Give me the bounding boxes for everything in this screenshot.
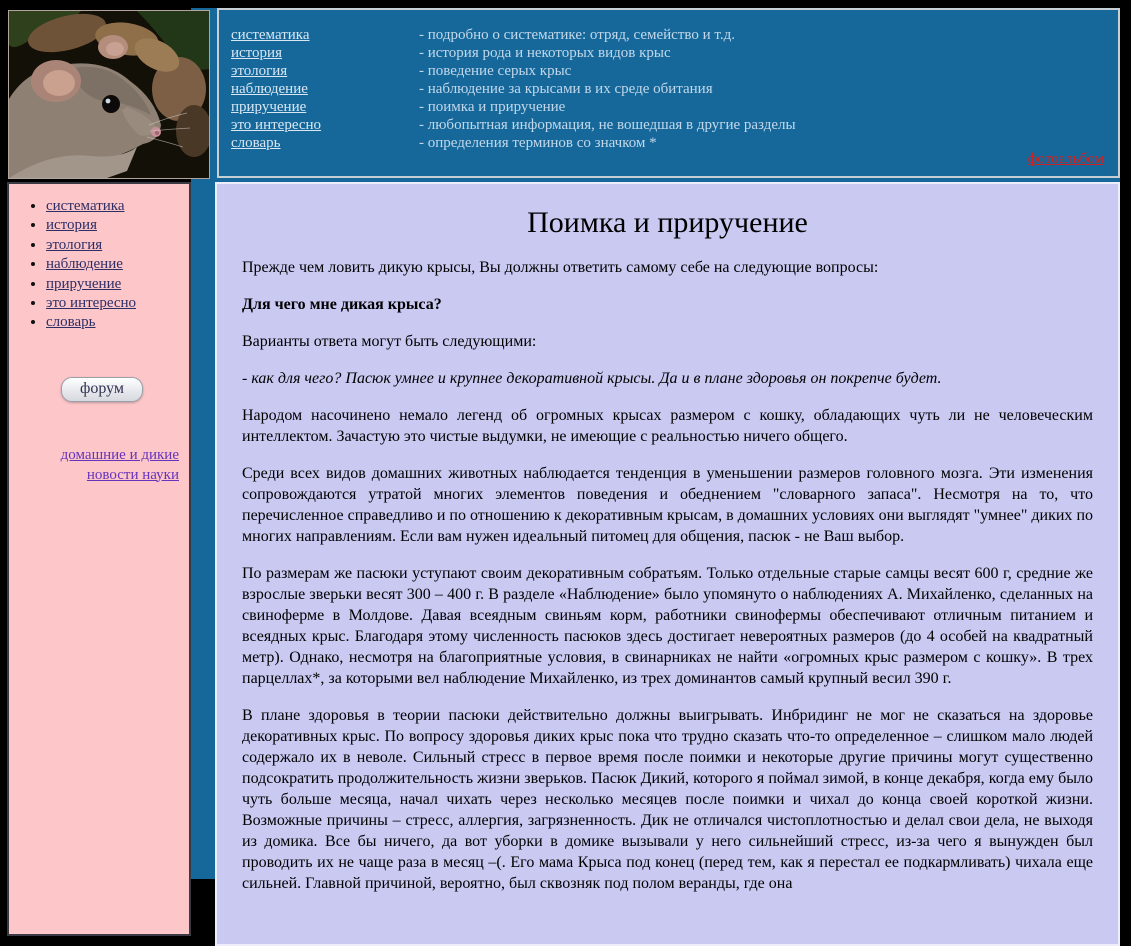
list-item [46, 236, 189, 255]
paragraph-answer: - как для чего? Пасюк умнее и крупнее декоративной крысы. Да и в плане здоровья он покрепче будет. [242, 370, 942, 387]
paragraph: Прежде чем ловить дикую крысы, Вы должны ответить самому себе на следующие вопросы: [242, 259, 879, 276]
sidebar-item-istoriya[interactable]: история [46, 217, 97, 234]
paragraph: В плане здоровья в теории пасюки действительно должны выигрывать. Инбридинг не мог не сказаться на здоровье декоративных крыс. По вопросу здоровья диких крыс пока что трудно сказать что-то определенное – слишком мало людей содержало их в неволе. Сильный стресс в первое время после поимки и некоторые другие причины могут существенно подсократить продолжительность жизни зверьков. Пасюк Дикий, которого я поймал зимой, в конце декабря, когда ему было чуть больше месяца, начал чихать через несколько месяцев после поимки и чихал до конца своей короткой жизни. Возможные причины – стресс, аллергия, загрязненность. Дик не отличался чистоплотностью и делал свои дела, не выходя из домика. Все бы ничего, да вот уборки в домике вызывали у него сильнейший стресс, из-за чего я вынужден был проводить их не чаще раза в месяц –(. Его мама Крыса под конец (перед тем, как я перестал ее подкармливать) чихала еще сильней. Главной причиной, вероятно, был сквозняк под полом веранды, где она [242, 707, 1093, 892]
paragraph: По размерам же пасюки уступают своим декоративным собратьям. Только отдельные старые самцы весят 600 г, средние же взрослые зверьки весят 300 – 400 г. В разделе «Наблюдение» было упомянуто о наблюдениях А. Михайленко, сделанных на свиноферме в Молдове. Давая всеядным свиньям корм, работники свинофермы обеспечивают отличным питанием и всеядных крыс. Благодаря этому численность пасюков здесь достигает невероятных размеров (до 4 особей на квадратный метр). Однако, несмотря на благоприятные условия, в свинарниках не найти «огромных крыс размером с кошку». В трех парцеллах*, за которыми вел наблюдение Михайленко, из трех доминантов самый крупный весил 390 г. [242, 565, 1093, 687]
nav-desc: - определения терминов со значком * [419, 135, 657, 151]
nav-row [231, 62, 1118, 80]
sidebar-menu [9, 197, 189, 333]
rat-photo [8, 10, 210, 179]
nav-row [231, 44, 1118, 62]
nav-row [231, 116, 1118, 134]
nav-row [231, 26, 1118, 44]
list-item [46, 255, 189, 274]
nav-link-nablyudenie[interactable]: наблюдение [231, 81, 308, 97]
list-item [46, 275, 189, 294]
nav-link-sistematika[interactable]: систематика [231, 27, 310, 43]
list-item [46, 294, 189, 313]
sidebar-item-eto-interesno[interactable]: это интересно [46, 295, 137, 312]
paragraph: Народом насочинено немало легенд об огромных крысах размером с кошку, обладающих чуть ли не человеческим интеллектом. Зачастую это чистые выдумки, не имеющие с реальностью ничего общего. [242, 407, 1093, 445]
nav-desc: - любопытная информация, не вошедшая в другие разделы [419, 117, 796, 133]
paragraph-question: Для чего мне дикая крыса? [242, 296, 442, 313]
sidebar-panel [7, 182, 191, 936]
link-domestic-and-wild[interactable]: домашние и дикие [60, 447, 179, 463]
sidebar-item-etologiya[interactable]: этология [46, 236, 103, 253]
article [217, 184, 1118, 930]
nav-desc: - наблюдение за крысами в их среде обитания [419, 81, 713, 97]
sidebar-item-slovar[interactable]: словарь [46, 314, 96, 331]
header-panel [217, 8, 1120, 178]
nav-desc: - поимка и приручение [419, 99, 566, 115]
nav-link-etologiya[interactable]: этология [231, 63, 288, 79]
nav-link-eto-interesno[interactable]: это интересно [231, 117, 322, 133]
link-science-news[interactable]: новости науки [86, 466, 179, 483]
nav-row [231, 134, 1118, 152]
nav-desc: - история рода и некоторых видов крыс [419, 45, 671, 61]
list-item [46, 197, 189, 216]
page-title: Поимка и приручение [527, 206, 808, 239]
paragraph: Среди всех видов домашних животных наблюдается тенденция в уменьшении размеров головного мозга. Эти изменения сопровождаются утратой многих элементов поведения и обеднением "словарного запаса". Несмотря на то, что перечисленное справедливо и по отношению к декоративным крысам, в домашних условиях они выглядят "умнее" диких по многих направлениям. Если вам нужен идеальный питомец для общения, пасюк - не Ваш выбор. [242, 465, 1093, 545]
nav-link-slovar[interactable]: словарь [231, 135, 281, 151]
rat-photo-illustration [9, 11, 209, 178]
header-nav [219, 10, 1118, 152]
sidebar-extra-links [61, 446, 179, 485]
list-item [46, 216, 189, 235]
sidebar-item-sistematika[interactable]: систематика [46, 198, 125, 214]
nav-link-istoriya[interactable]: история [231, 45, 282, 61]
photoalbum-link[interactable]: фотоальбом [1027, 151, 1104, 167]
sidebar-item-nablyudenie[interactable]: наблюдение [46, 256, 123, 273]
nav-link-priruchenie[interactable]: приручение [231, 99, 307, 115]
nav-desc: - подробно о систематике: отряд, семейство и т.д. [419, 27, 735, 43]
list-item [46, 313, 189, 332]
forum-button[interactable]: форум [61, 377, 143, 402]
sidebar-item-priruchenie[interactable]: приручение [46, 275, 122, 292]
nav-desc: - поведение серых крыс [419, 63, 572, 79]
paragraph: Варианты ответа могут быть следующими: [242, 333, 537, 350]
nav-row [231, 98, 1118, 116]
content-panel [215, 182, 1120, 946]
nav-row [231, 80, 1118, 98]
